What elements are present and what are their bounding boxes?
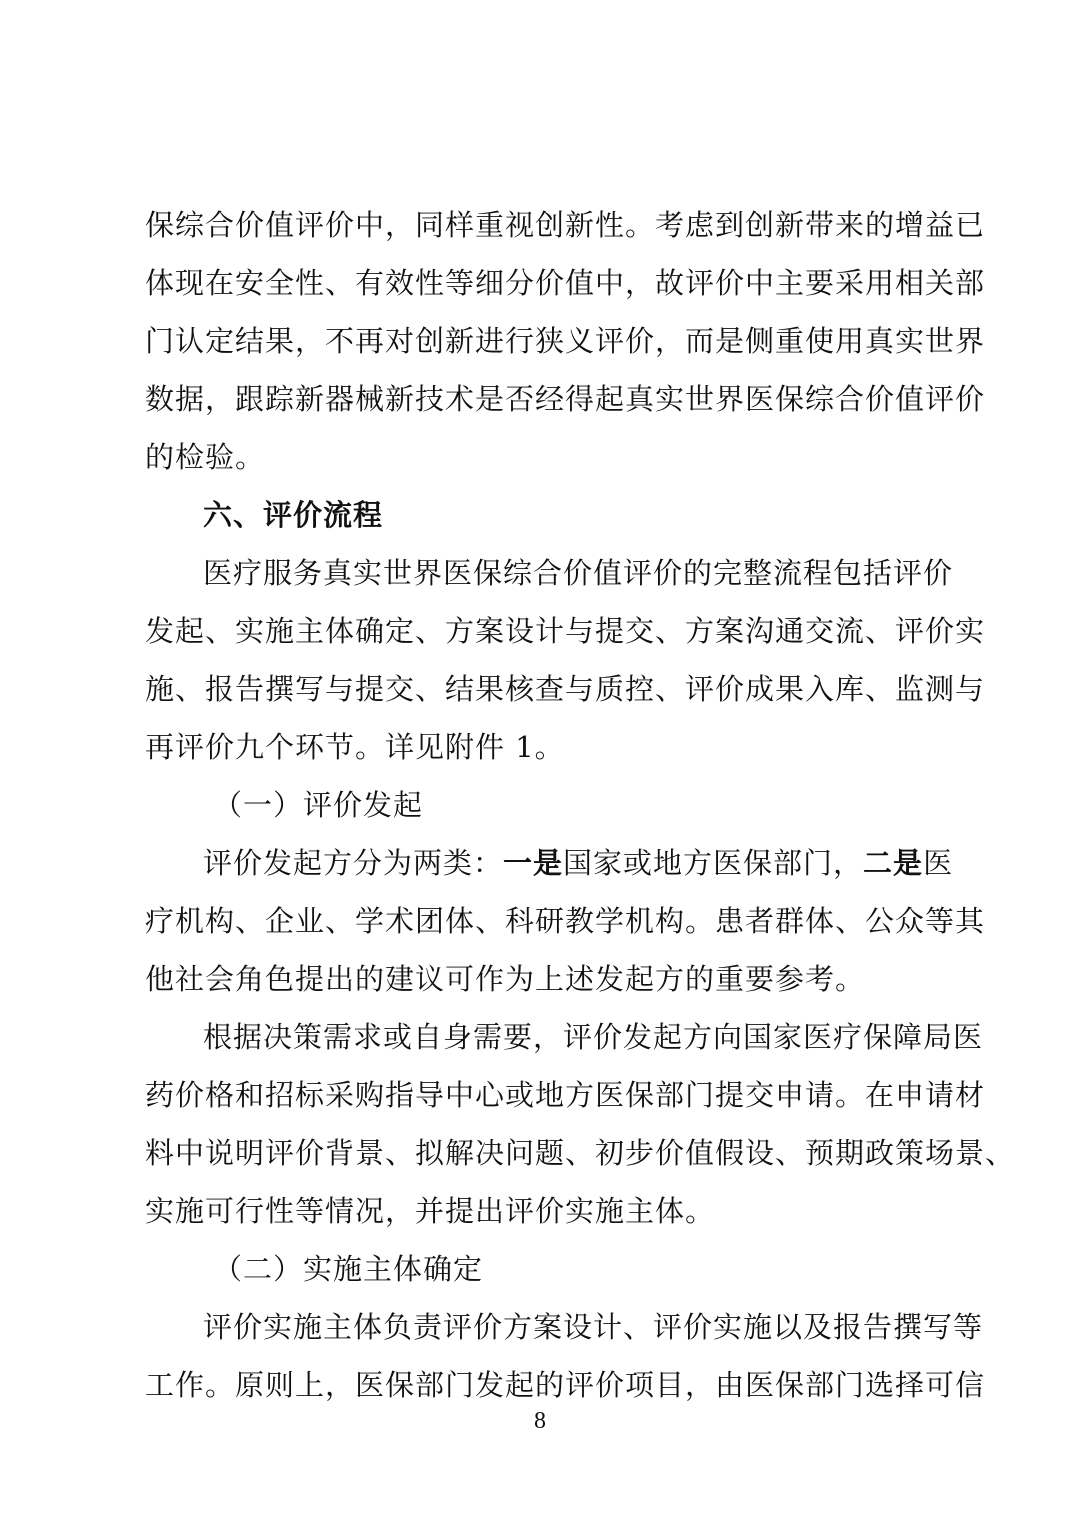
paragraph-line: 实施可行性等情况，并提出评价实施主体。 bbox=[145, 1194, 716, 1228]
paragraph-line bbox=[145, 834, 954, 892]
paragraph-line: 再评价九个环节。详见附件 1。 bbox=[145, 730, 565, 764]
paragraph-line: 门认定结果，不再对创新进行狭义评价，而是侧重使用真实世界 bbox=[145, 324, 986, 358]
paragraph-line: 数据，跟踪新器械新技术是否经得起真实世界医保综合价值评价 bbox=[145, 382, 986, 416]
paragraph-line: 料中说明评价背景、拟解决问题、初步价值假设、预期政策场景、 bbox=[145, 1136, 1016, 1170]
paragraph-line: 发起、实施主体确定、方案设计与提交、方案沟通交流、评价实 bbox=[145, 614, 986, 648]
paragraph-line: 药价格和招标采购指导中心或地方医保部门提交申请。在申请材 bbox=[145, 1078, 986, 1112]
text-run: 国家或地方医保部门， bbox=[563, 846, 864, 880]
subsection-heading: （二）实施主体确定 bbox=[213, 1252, 484, 1286]
document-body bbox=[145, 196, 1016, 1414]
paragraph-line: 保综合价值评价中，同样重视创新性。考虑到创新带来的增益已 bbox=[145, 208, 986, 242]
paragraph-line: 的检验。 bbox=[145, 440, 266, 474]
paragraph-line: 根据决策需求或自身需要，评价发起方向国家医疗保障局医 bbox=[203, 1020, 984, 1054]
section-heading: 六、评价流程 bbox=[203, 498, 384, 532]
subsection-heading: （一）评价发起 bbox=[213, 788, 424, 822]
paragraph-line: 体现在安全性、有效性等细分价值中，故评价中主要采用相关部 bbox=[145, 266, 986, 300]
text-run: 评价发起方分为两类： bbox=[203, 846, 504, 880]
paragraph-line: 评价实施主体负责评价方案设计、评价实施以及报告撰写等 bbox=[203, 1310, 984, 1344]
paragraph-line: 医疗服务真实世界医保综合价值评价的完整流程包括评价 bbox=[203, 556, 954, 590]
paragraph-line: 他社会角色提出的建议可作为上述发起方的重要参考。 bbox=[145, 962, 866, 996]
emphasis-text: 二是 bbox=[863, 846, 924, 880]
emphasis-text: 一是 bbox=[503, 846, 564, 880]
paragraph-line: 疗机构、企业、学术团体、科研教学机构。患者群体、公众等其 bbox=[145, 904, 986, 938]
paragraph-line: 施、报告撰写与提交、结果核查与质控、评价成果入库、监测与 bbox=[145, 672, 986, 706]
paragraph-line: 工作。原则上，医保部门发起的评价项目，由医保部门选择可信 bbox=[145, 1368, 986, 1402]
page-number: 8 bbox=[534, 1408, 546, 1434]
text-run: 医 bbox=[923, 846, 954, 880]
